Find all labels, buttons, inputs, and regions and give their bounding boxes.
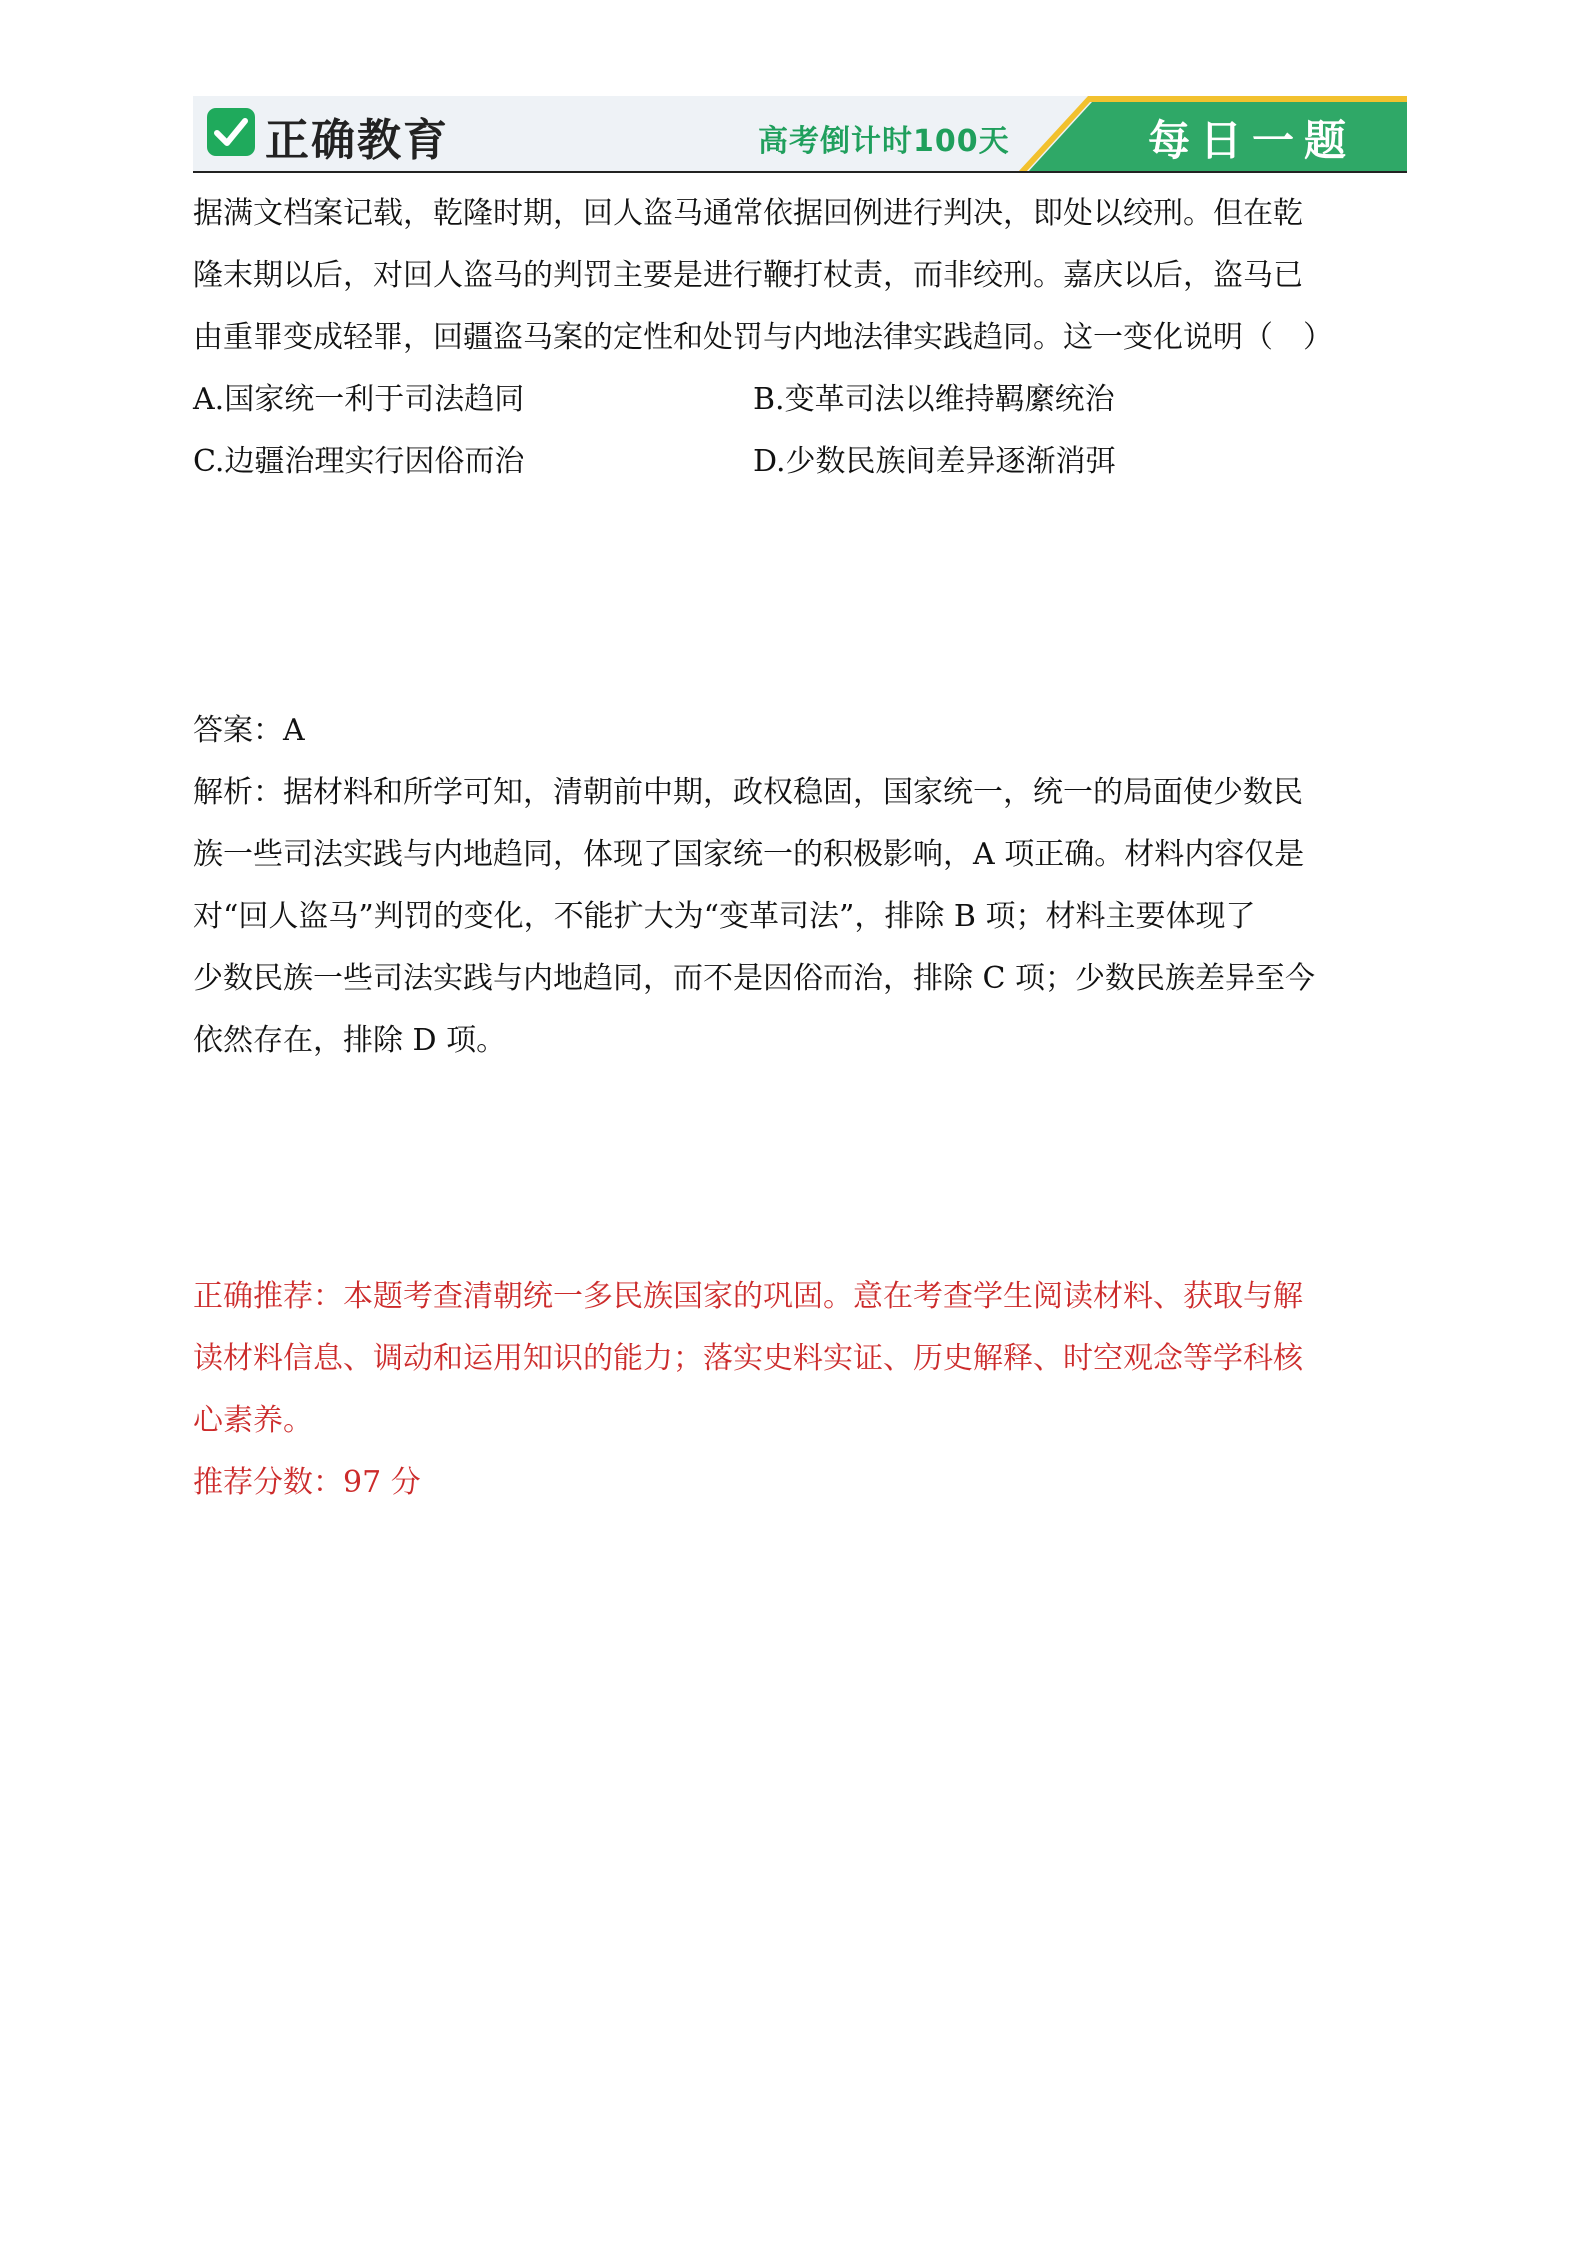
question-line: 隆末期以后，对回人盗马的判罚主要是进行鞭打杖责，而非绞刑。嘉庆以后，盗马已 [193,258,1303,293]
exam-countdown: 高考倒计时100天 [758,124,1010,159]
question-line: 据满文档案记载，乾隆时期，回人盗马通常依据回例进行判决，即处以绞刑。但在乾 [193,196,1303,231]
analysis-line: 族一些司法实践与内地趋同，体现了国家统一的积极影响，A 项正确。材料内容仅是 [193,837,1305,872]
option-a: A.国家统一利于司法趋同 [193,382,525,417]
question-stem [193,183,1408,369]
answer-line: 答案：A [193,713,305,748]
recommend-line: 读材料信息、调动和运用知识的能力；落实史料实证、历史解释、时空观念等学科核 [193,1341,1303,1376]
option-b: B.变革司法以维持羁縻统治 [753,382,1115,417]
option-d: D.少数民族间差异逐渐消弭 [753,444,1116,479]
recommend-score: 推荐分数：97 分 [193,1465,421,1500]
brand-logo-text: 正确教育 [265,115,449,166]
analysis [193,762,1408,1072]
check-logo-icon [207,108,255,156]
analysis-line: 少数民族一些司法实践与内地趋同，而不是因俗而治，排除 C 项；少数民族差异至今 [193,961,1316,996]
question-line: 由重罪变成轻罪，回疆盗马案的定性和处罚与内地法律实践趋同。这一变化说明（ ） [193,320,1333,355]
daily-question-label: 每日一题 [1148,116,1357,165]
option-c: C.边疆治理实行因俗而治 [193,444,525,479]
options-row [193,431,1408,493]
analysis-line: 依然存在，排除 D 项。 [193,1023,507,1058]
page-header [193,96,1407,172]
header-divider [193,171,1407,173]
page-content [193,183,1408,1514]
recommend-line: 心素养。 [193,1403,313,1438]
analysis-line: 对“回人盗马”判罚的变化，不能扩大为“变革司法”，排除 B 项；材料主要体现了 [193,899,1256,934]
analysis-line: 解析：据材料和所学可知，清朝前中期，政权稳固，国家统一，统一的局面使少数民 [193,775,1303,810]
recommend-line: 正确推荐：本题考查清朝统一多民族国家的巩固。意在考查学生阅读材料、获取与解 [193,1279,1303,1314]
options-row [193,369,1408,431]
recommendation [193,1266,1408,1514]
